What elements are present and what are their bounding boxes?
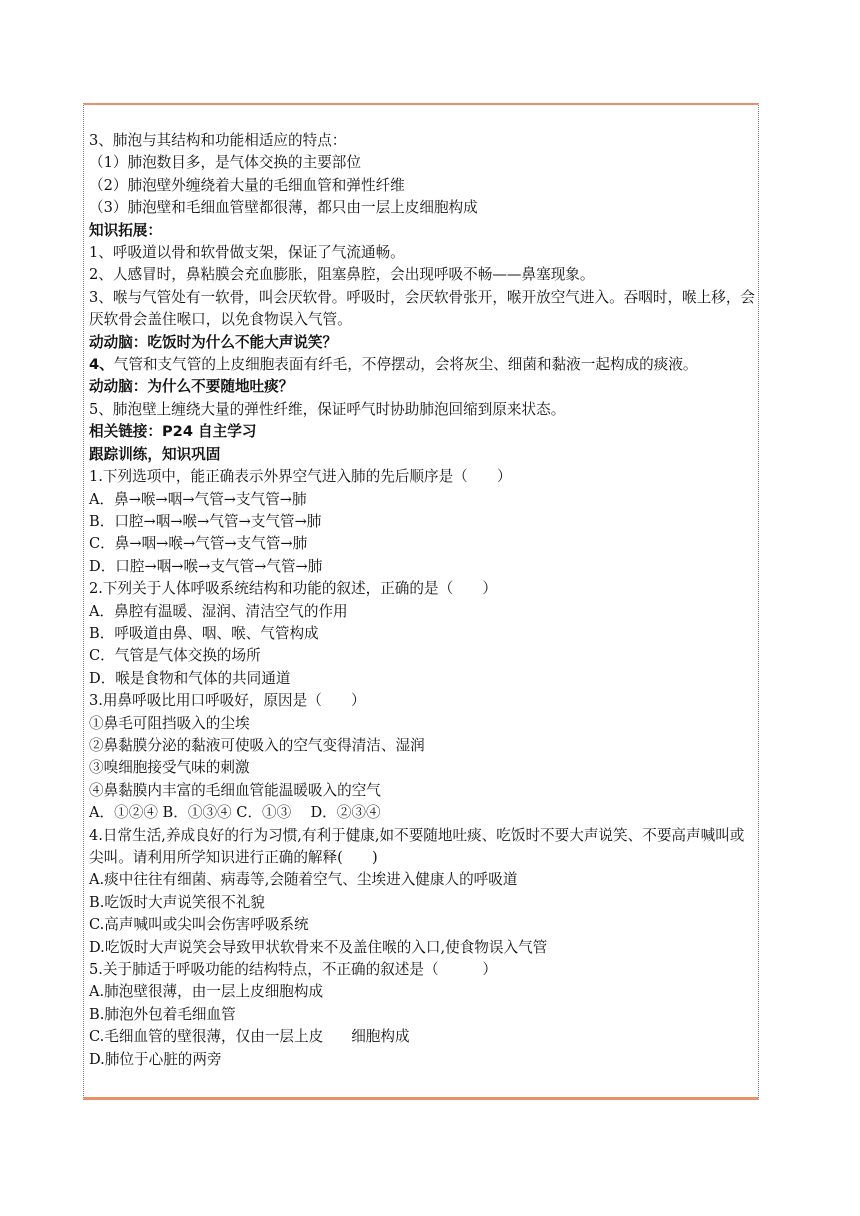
feature-1: （1）肺泡数目多，是气体交换的主要部位 [89, 154, 361, 172]
feature-3: （3）肺泡壁和毛细血管壁都很薄，都只由一层上皮细胞构成 [89, 199, 478, 217]
q5-option-c [89, 1026, 757, 1048]
q4-option-d: D.吃饭时大声说笑会导致甲状软骨来不及盖住喉的入口,使食物误入气管 [89, 938, 548, 956]
related-link: 相关链接：P24 自主学习 [89, 423, 257, 441]
q2-stem: 2.下列关于人体呼吸系统结构和功能的叙述，正确的是（ ） [89, 580, 497, 598]
q3-statement-2: ②鼻黏膜分泌的黏液可使吸入的空气变得清洁、湿润 [89, 736, 425, 754]
q4-option-c: C.高声喊叫或尖叫会伤害呼吸系统 [89, 916, 309, 934]
section-3-title: 3、肺泡与其结构和功能相适应的特点： [89, 132, 347, 149]
extension-item-2: 2、人感冒时，鼻粘膜会充血膨胀，阻塞鼻腔，会出现呼吸不畅——鼻塞现象。 [89, 266, 595, 284]
practice-heading: 跟踪训练，知识巩固 [89, 445, 221, 463]
think-question-2: 动动脑：为什么不要随地吐痰？ [89, 378, 294, 396]
q5-stem: 5.关于肺适于呼吸功能的结构特点，不正确的叙述是（ ） [89, 961, 497, 979]
q2-option-d: D．喉是食物和气体的共同通道 [89, 669, 291, 687]
worksheet-content [89, 130, 757, 1071]
q4-option-b: B.吃饭时大声说笑很不礼貌 [89, 893, 265, 911]
q1-stem: 1.下列选项中，能正确表示外界空气进入肺的先后顺序是（ ） [89, 468, 512, 486]
q3-statement-3: ③嗅细胞接受气味的刺激 [89, 759, 250, 777]
q2-option-c: C．气管是气体交换的场所 [89, 647, 261, 665]
q5-option-a: A.肺泡壁很薄，由一层上皮细胞构成 [89, 983, 324, 1001]
extension-item-5: 5、肺泡壁上缠绕大量的弹性纤维，保证呼气时协助肺泡回缩到原来状态。 [89, 400, 566, 418]
q1-option-a: A．鼻→喉→咽→气管→支气管→肺 [89, 490, 307, 508]
extension-item-4 [89, 354, 757, 376]
item-4-number: 4、 [89, 356, 114, 374]
q1-option-c: C．鼻→咽→喉→气管→支气管→肺 [89, 535, 308, 553]
q3-stem: 3.用鼻呼吸比用口呼吸好，原因是（ ） [89, 692, 366, 710]
q4-stem: 4.日常生活,养成良好的行为习惯,有利于健康,如不要随地吐痰、吃饭时不要大声说笑、不要高声喊叫或尖叫。请利用所学知识进行正确的解释( ) [89, 826, 745, 866]
q3-options: A．①②④ B．①③④ C．①③ D．②③④ [89, 804, 381, 822]
feature-2: （2）肺泡壁外缠绕着大量的毛细血管和弹性纤维 [89, 176, 405, 194]
q2-option-b: B．呼吸道由鼻、咽、喉、气管构成 [89, 624, 319, 642]
q2-option-a: A．鼻腔有温暖、湿润、清洁空气的作用 [89, 602, 348, 620]
q5-option-c-part2: 细胞构成 [351, 1028, 410, 1046]
item-4-text: 气管和支气管的上皮细胞表面有纤毛，不停摆动，会将灰尘、细菌和黏液一起构成的痰液。 [113, 356, 698, 374]
extension-item-1: 1、呼吸道以骨和软骨做支架，保证了气流通畅。 [89, 244, 405, 262]
q5-option-c-part1: C.毛细血管的壁很薄，仅由一层上皮 [89, 1028, 324, 1046]
q1-option-b: B．口腔→咽→喉→气管→支气管→肺 [89, 512, 322, 530]
think-question-1: 动动脑：吃饭时为什么不能大声说笑？ [89, 333, 338, 351]
q4-option-a: A.痰中往往有细菌、病毒等,会随着空气、尘埃进入健康人的呼吸道 [89, 871, 518, 889]
q1-option-d: D．口腔→咽→喉→支气管→气管→肺 [89, 557, 323, 575]
q3-statement-1: ①鼻毛可阻挡吸入的尘埃 [89, 714, 250, 732]
extension-item-3: 3、喉与气管处有一软骨，叫会厌软骨。呼吸时，会厌软骨张开，喉开放空气进入。吞咽时，喉上移，会厌软骨会盖住喉口，以免食物误入气管。 [89, 288, 756, 329]
q5-option-b: B.肺泡外包着毛细血管 [89, 1005, 236, 1023]
q5-option-d: D.肺位于心脏的两旁 [89, 1050, 222, 1068]
knowledge-extension-heading: 知识拓展： [89, 221, 162, 239]
q3-statement-4: ④鼻黏膜内丰富的毛细血管能温暖吸入的空气 [89, 781, 381, 799]
